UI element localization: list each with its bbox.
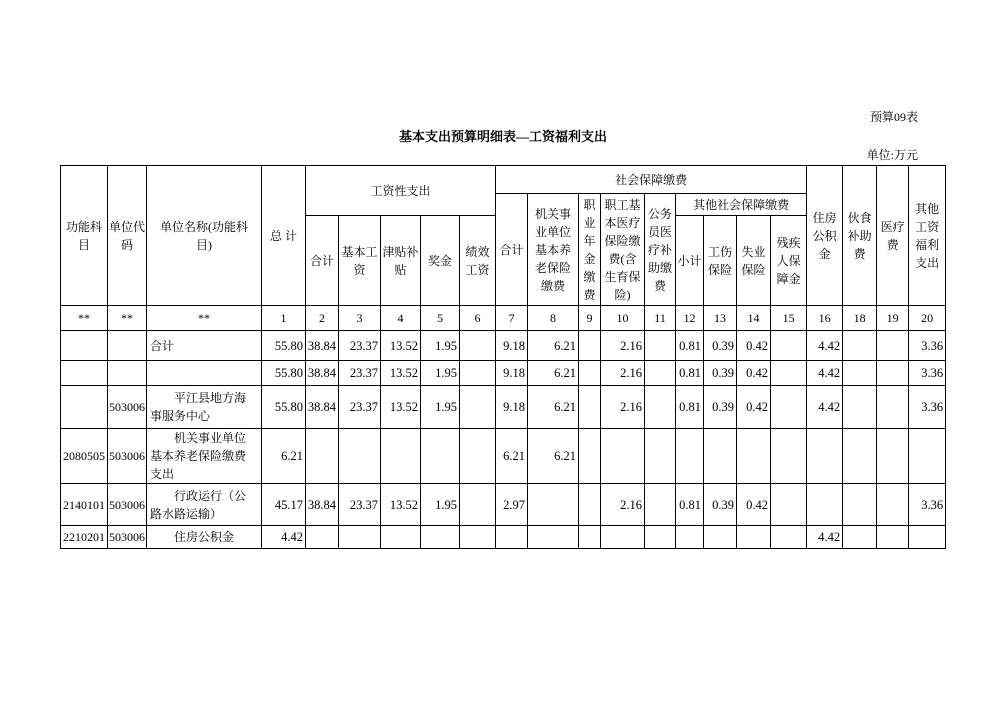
cell-injury-insurance (704, 429, 737, 484)
column-number-pension: 8 (528, 306, 579, 331)
cell-meal-subsidy (843, 361, 877, 386)
cell-injury-insurance: 0.39 (704, 361, 737, 386)
cell-other-welfare: 3.36 (909, 484, 946, 526)
cell-social-subtotal (496, 526, 528, 549)
header-civil-servant-medical: 公务员医疗补助缴费 (645, 194, 676, 306)
cell-occupational-annuity (579, 484, 601, 526)
table-body (61, 331, 946, 549)
column-number-social-subtotal: 7 (496, 306, 528, 331)
cell-unemployment-insurance (737, 429, 771, 484)
column-number-other-welfare: 20 (909, 306, 946, 331)
cell-civil-servant-medical (645, 386, 676, 429)
cell-unemployment-insurance: 0.42 (737, 386, 771, 429)
cell-injury-insurance (704, 526, 737, 549)
header-medical-expense: 医疗费 (877, 166, 909, 306)
column-number-injury-insurance: 13 (704, 306, 737, 331)
table-row (61, 361, 946, 386)
cell-total: 4.42 (262, 526, 306, 549)
column-number-bonus: 5 (421, 306, 460, 331)
cell-unit-code: 503006 (108, 526, 147, 549)
header-social-subtotal: 合计 (496, 194, 528, 306)
cell-housing-fund (807, 484, 843, 526)
cell-civil-servant-medical (645, 526, 676, 549)
cell-occupational-annuity (579, 526, 601, 549)
cell-medical-expense (877, 386, 909, 429)
form-code: 预算09表 (869, 110, 918, 124)
cell-pension: 6.21 (528, 386, 579, 429)
cell-unemployment-insurance: 0.42 (737, 484, 771, 526)
cell-unit-code: 503006 (108, 484, 147, 526)
cell-unit-code: 503006 (108, 429, 147, 484)
cell-medical-insurance (601, 526, 645, 549)
cell-unit-code: 503006 (108, 386, 147, 429)
cell-unit-name: 住房公积金 (147, 526, 262, 549)
cell-unemployment-insurance: 0.42 (737, 331, 771, 361)
cell-unit-name (147, 361, 262, 386)
header-occupational-annuity: 职业年金缴费 (579, 194, 601, 306)
header-disability-fund: 残疾人保障金 (771, 216, 807, 306)
cell-allowance (381, 429, 421, 484)
table-row (61, 484, 946, 526)
table-row (61, 386, 946, 429)
cell-civil-servant-medical (645, 361, 676, 386)
header-meal-subsidy: 伙食补助费 (843, 166, 877, 306)
cell-total: 55.80 (262, 386, 306, 429)
cell-meal-subsidy (843, 331, 877, 361)
header-wage-group: 工资性支出 (306, 166, 496, 216)
cell-other-social-subtotal (676, 429, 704, 484)
cell-pension: 6.21 (528, 429, 579, 484)
cell-total: 55.80 (262, 361, 306, 386)
cell-performance-wage (460, 361, 496, 386)
cell-func-code: 2140101 (61, 484, 108, 526)
cell-injury-insurance: 0.39 (704, 331, 737, 361)
cell-social-subtotal: 6.21 (496, 429, 528, 484)
header-other-welfare: 其他工资福利支出 (909, 166, 946, 306)
salary-welfare-expenditure-table (60, 165, 946, 549)
header-allowance: 津贴补贴 (381, 216, 421, 306)
cell-other-social-subtotal: 0.81 (676, 386, 704, 429)
cell-performance-wage (460, 386, 496, 429)
header-housing-fund: 住房公积金 (807, 166, 843, 306)
cell-basic-wage (339, 429, 381, 484)
cell-func-code (61, 386, 108, 429)
cell-housing-fund (807, 429, 843, 484)
cell-func-code (61, 361, 108, 386)
cell-other-welfare: 3.36 (909, 386, 946, 429)
cell-civil-servant-medical (645, 331, 676, 361)
cell-other-welfare: 3.36 (909, 331, 946, 361)
table-row (61, 526, 946, 549)
cell-pension (528, 526, 579, 549)
header-func-code: 功能科目 (61, 166, 108, 306)
cell-injury-insurance: 0.39 (704, 386, 737, 429)
header-total: 总 计 (262, 166, 306, 306)
cell-unit-code (108, 331, 147, 361)
cell-housing-fund: 4.42 (807, 386, 843, 429)
cell-wage-subtotal: 38.84 (306, 361, 339, 386)
cell-pension: 6.21 (528, 331, 579, 361)
header-wage-subtotal: 合计 (306, 216, 339, 306)
cell-housing-fund: 4.42 (807, 526, 843, 549)
cell-medical-expense (877, 331, 909, 361)
cell-unit-name: 平江县地方海事服务中心 (147, 386, 262, 429)
cell-func-code (61, 331, 108, 361)
cell-allowance: 13.52 (381, 484, 421, 526)
cell-unemployment-insurance: 0.42 (737, 361, 771, 386)
cell-performance-wage (460, 331, 496, 361)
cell-performance-wage (460, 429, 496, 484)
cell-housing-fund: 4.42 (807, 331, 843, 361)
unit-label: 单位:万元 (866, 148, 918, 162)
cell-performance-wage (460, 526, 496, 549)
header-basic-wage: 基本工资 (339, 216, 381, 306)
column-number-disability-fund: 15 (771, 306, 807, 331)
column-number-housing-fund: 16 (807, 306, 843, 331)
header-medical-insurance: 职工基本医疗保险缴费(含生育保险) (601, 194, 645, 306)
cell-occupational-annuity (579, 361, 601, 386)
cell-medical-insurance: 2.16 (601, 331, 645, 361)
cell-occupational-annuity (579, 429, 601, 484)
column-number-performance-wage: 6 (460, 306, 496, 331)
table-header (61, 166, 946, 306)
column-number-func-code: ** (61, 306, 108, 331)
cell-pension: 6.21 (528, 361, 579, 386)
cell-social-subtotal: 9.18 (496, 331, 528, 361)
cell-meal-subsidy (843, 484, 877, 526)
cell-medical-expense (877, 484, 909, 526)
table-row (61, 429, 946, 484)
cell-unit-name: 合计 (147, 331, 262, 361)
column-number-allowance: 4 (381, 306, 421, 331)
cell-other-social-subtotal: 0.81 (676, 331, 704, 361)
cell-disability-fund (771, 386, 807, 429)
cell-unemployment-insurance (737, 526, 771, 549)
header-other-subtotal: 小计 (676, 216, 704, 306)
cell-wage-subtotal: 38.84 (306, 386, 339, 429)
cell-bonus (421, 526, 460, 549)
cell-bonus (421, 429, 460, 484)
cell-unit-name: 机关事业单位基本养老保险缴费支出 (147, 429, 262, 484)
cell-disability-fund (771, 484, 807, 526)
cell-bonus: 1.95 (421, 484, 460, 526)
cell-bonus: 1.95 (421, 361, 460, 386)
header-injury-insurance: 工伤保险 (704, 216, 737, 306)
column-number-row (61, 306, 946, 331)
column-number-meal-subsidy: 18 (843, 306, 877, 331)
cell-disability-fund (771, 526, 807, 549)
cell-social-subtotal: 2.97 (496, 484, 528, 526)
column-number-unit-name: ** (147, 306, 262, 331)
column-number-medical-insurance: 10 (601, 306, 645, 331)
cell-injury-insurance: 0.39 (704, 484, 737, 526)
cell-medical-expense (877, 526, 909, 549)
cell-civil-servant-medical (645, 484, 676, 526)
column-number-medical-expense: 19 (877, 306, 909, 331)
cell-medical-expense (877, 429, 909, 484)
cell-wage-subtotal (306, 429, 339, 484)
cell-bonus: 1.95 (421, 386, 460, 429)
cell-wage-subtotal (306, 526, 339, 549)
cell-unit-name: 行政运行（公路水路运输） (147, 484, 262, 526)
table-row (61, 331, 946, 361)
cell-civil-servant-medical (645, 429, 676, 484)
cell-occupational-annuity (579, 331, 601, 361)
header-social-group: 社会保障缴费 (496, 166, 807, 194)
cell-total: 6.21 (262, 429, 306, 484)
cell-occupational-annuity (579, 386, 601, 429)
header-unit-code: 单位代码 (108, 166, 147, 306)
column-number-section (61, 306, 946, 331)
cell-social-subtotal: 9.18 (496, 361, 528, 386)
cell-other-social-subtotal: 0.81 (676, 484, 704, 526)
column-number-occupational-annuity: 9 (579, 306, 601, 331)
cell-medical-insurance: 2.16 (601, 386, 645, 429)
cell-disability-fund (771, 331, 807, 361)
cell-basic-wage: 23.37 (339, 361, 381, 386)
column-number-unit-code: ** (108, 306, 147, 331)
cell-allowance (381, 526, 421, 549)
header-row-1 (61, 166, 946, 194)
header-bonus: 奖金 (421, 216, 460, 306)
cell-meal-subsidy (843, 526, 877, 549)
cell-medical-insurance: 2.16 (601, 361, 645, 386)
cell-func-code: 2080505 (61, 429, 108, 484)
column-number-total: 1 (262, 306, 306, 331)
cell-other-welfare (909, 526, 946, 549)
cell-allowance: 13.52 (381, 386, 421, 429)
cell-performance-wage (460, 484, 496, 526)
cell-meal-subsidy (843, 429, 877, 484)
cell-basic-wage: 23.37 (339, 386, 381, 429)
header-other-social-group: 其他社会保障缴费 (676, 194, 807, 216)
column-number-unemployment-insurance: 14 (737, 306, 771, 331)
column-number-wage-subtotal: 2 (306, 306, 339, 331)
document-title: 基本支出预算明细表—工资福利支出 (398, 129, 607, 144)
cell-housing-fund: 4.42 (807, 361, 843, 386)
cell-basic-wage: 23.37 (339, 331, 381, 361)
column-number-other-social-subtotal: 12 (676, 306, 704, 331)
column-number-civil-servant-medical: 11 (645, 306, 676, 331)
header-unemployment-insurance: 失业保险 (737, 216, 771, 306)
cell-medical-expense (877, 361, 909, 386)
cell-disability-fund (771, 361, 807, 386)
cell-bonus: 1.95 (421, 331, 460, 361)
cell-disability-fund (771, 429, 807, 484)
cell-allowance: 13.52 (381, 331, 421, 361)
cell-unit-code (108, 361, 147, 386)
cell-wage-subtotal: 38.84 (306, 331, 339, 361)
cell-pension (528, 484, 579, 526)
cell-medical-insurance (601, 429, 645, 484)
cell-other-social-subtotal (676, 526, 704, 549)
cell-wage-subtotal: 38.84 (306, 484, 339, 526)
cell-total: 45.17 (262, 484, 306, 526)
cell-other-welfare (909, 429, 946, 484)
cell-allowance: 13.52 (381, 361, 421, 386)
cell-basic-wage (339, 526, 381, 549)
cell-medical-insurance: 2.16 (601, 484, 645, 526)
cell-basic-wage: 23.37 (339, 484, 381, 526)
cell-social-subtotal: 9.18 (496, 386, 528, 429)
header-pension: 机关事业单位基本养老保险缴费 (528, 194, 579, 306)
cell-total: 55.80 (262, 331, 306, 361)
cell-other-social-subtotal: 0.81 (676, 361, 704, 386)
header-unit-name: 单位名称(功能科目) (147, 166, 262, 306)
header-performance-wage: 绩效工资 (460, 216, 496, 306)
cell-func-code: 2210201 (61, 526, 108, 549)
column-number-basic-wage: 3 (339, 306, 381, 331)
cell-meal-subsidy (843, 386, 877, 429)
cell-other-welfare: 3.36 (909, 361, 946, 386)
